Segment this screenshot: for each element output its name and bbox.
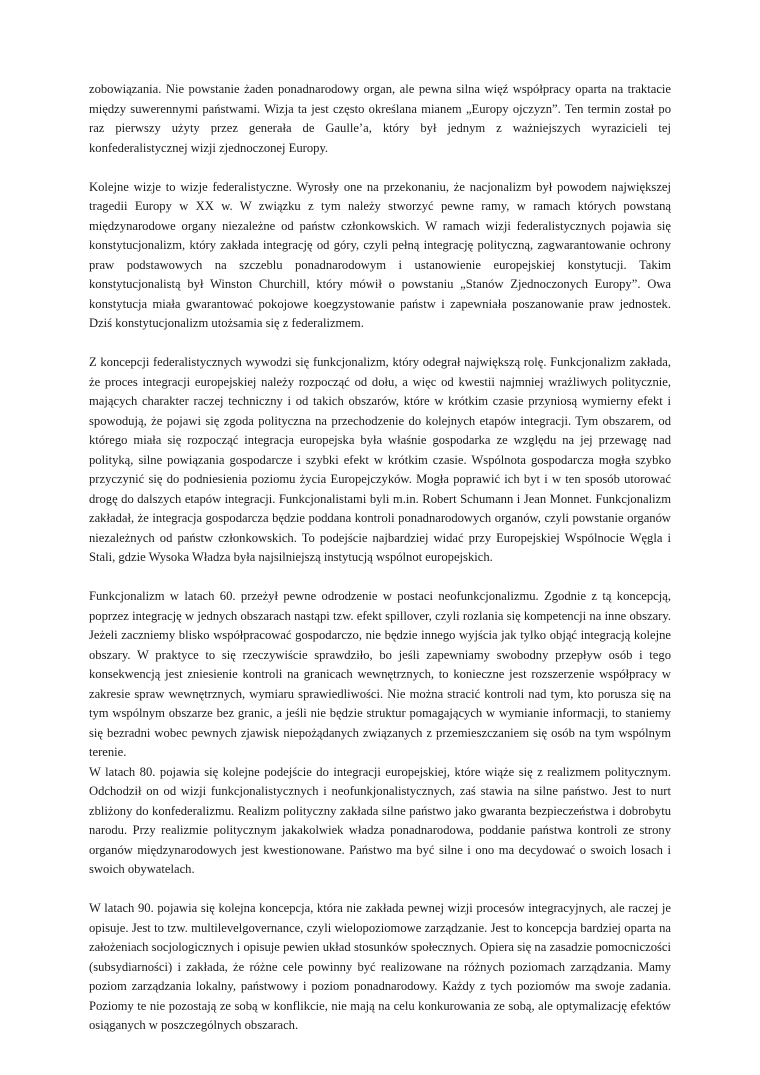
paragraph-federalist-visions: Kolejne wizje to wizje federalistyczne. Wyrosły one na przekonaniu, że nacjonalizm był powodem największej tragedii Europy w XX w. W związku z tym należy stworzyć pewne ramy, w ramach których powstaną międzynarodowe organy niezależne od państw członkowskich. W ramach wizji federalistycznych pojawia się konstytucjonalizm, który zakłada integrację od góry, czyli pełną integrację polityczną, zagwarantowanie ochrony praw podstawowych na szczeblu ponadnarodowym i ustanowienie europejskiej konstytucji. Takim konstytucjonalistą był Winston Churchill, który mówił o powstaniu „Stanów Zjednoczonych Europy”. Owa konstytucja miała gwarantować pokojowe koegzystowanie państw i zapewniała poszanowanie praw jednostek. Dziś konstytucjonalizm utożsamia się z federalizmem. bbox=[89, 179, 671, 330]
paragraph-multilevel-governance: W latach 90. pojawia się kolejna koncepcja, która nie zakłada pewnej wizji procesów integracyjnych, ale raczej je opisuje. Jest to tzw. multilevelgovernance, czyli wielopoziomowe zarządzanie. Jest to koncepcja bardziej oparta na założeniach socjologicznych i opisuje pewien układ stosunków społecznych. Opiera się na zasadzie pomocniczości (subsydiarności) i zakłada, że różne cele powinny być realizowane na różnych poziomach zarządzania. Mamy poziom zarządzania lokalny, państwowy i poziom ponadnarodowy. Każdy z tych poziomów ma swoje zadania. Poziomy te nie pozostają ze sobą w konflikcie, nie mają na celu konkurowania ze sobą, ale optymalizację efektów osiąganych w poszczególnych obszarach. bbox=[89, 901, 671, 1032]
paragraph-europe-of-nations: zobowiązania. Nie powstanie żaden ponadnarodowy organ, ale pewna silna więź współpracy oparta na traktacie między suwerennymi państwami. Wizja ta jest często określana mianem „Europy ojczyzn”. Ten termin został po raz pierwszy użyty przez generała de Gaulle’a, który był jednym z ważniejszych wyrazicieli tej konfederalistycznej wizji zjednoczonej Europy. bbox=[89, 82, 671, 155]
paragraph-political-realism: W latach 80. pojawia się kolejne podejście do integracji europejskiej, które wiąże się z realizmem politycznym. Odchodził on od wizji funkcjonalistycznych i neofunkjonalistycznych, zaś stawia na silne państwo. Jest to nurt zbliżony do konfederalizmu. Realizm polityczny zakłada silne państwo jako gwaranta bezpieczeństwa i dobrobytu narodu. Przy realizmie politycznym jakakolwiek władza ponadnarodowa, poddanie państwa kontroli ze strony organów międzynarodowych jest kwestionowane. Państwo ma być silne i ono ma decydować o swoich losach i swoich obywatelach. bbox=[89, 764, 671, 876]
document-page bbox=[89, 80, 671, 1055]
paragraph-functionalism: Z koncepcji federalistycznych wywodzi się funkcjonalizm, który odegrał największą rolę. Funkcjonalizm zakłada, że proces integracji europejskiej należy rozpocząć od dołu, a więc od kwestii najmniej wrażliwych politycznie, mających charakter raczej techniczny i od takich obszarów, które w krótkim czasie przyniosą wymierny efekt i spowodują, że pojawi się zgoda polityczna na przechodzenie do kolejnych etapów integracji. Tym obszarem, od którego miała się rozpocząć integracja europejska była właśnie gospodarka ze względu na jej przewagę nad polityką, silne powiązania gospodarcze i szybki efekt w krótkim czasie. Wspólnota gospodarcza mogła szybko przyczynić się do podniesienia poziomu życia Europejczyków. Mogła poprawić ich byt i w ten sposób utorować drogę do dalszych etapów integracji. Funkcjonalistami byli m.in. Robert Schumann i Jean Monnet. Funkcjonalizm zakładał, że integracja gospodarcza będzie poddana kontroli ponadnarodowych organów, czyli powstanie organów niezależnych od państw członkowskich. To podejście najbardziej widać przy Europejskiej Wspólnocie Węgla i Stali, gdzie Wysoka Władza była najsilniejszą instytucją wspólnot europejskich. bbox=[89, 355, 671, 564]
paragraph-neofunctionalism: Funkcjonalizm w latach 60. przeżył pewne odrodzenie w postaci neofunkcjonalizmu. Zgodnie z tą koncepcją, poprzez integrację w jednych obszarach nastąpi tzw. efekt spillover, czyli rozlania się kompetencji na inne obszary. Jeżeli zaczniemy blisko współpracować gospodarczo, nie będzie innego wyjścia jak tylko objąć integracją kolejne obszary. W praktyce to się rzeczywiście sprawdziło, bo jeśli zapewniamy swobodny przepływ osób i tego konsekwencją jest zniesienie kontroli na granicach wewnętrznych, to konieczne jest rozszerzenie współpracy w zakresie spraw wewnętrznych, wymiaru sprawiedliwości. Nie można stracić kontroli nad tym, kto porusza się na tym wspólnym obszarze bez granic, a jeśli nie będzie struktur pomagających w wymianie informacji, to staniemy się bezradni wobec pewnych zjawisk niepożądanych związanych z przemieszczaniem się osób na tym wspólnym terenie. bbox=[89, 589, 671, 759]
